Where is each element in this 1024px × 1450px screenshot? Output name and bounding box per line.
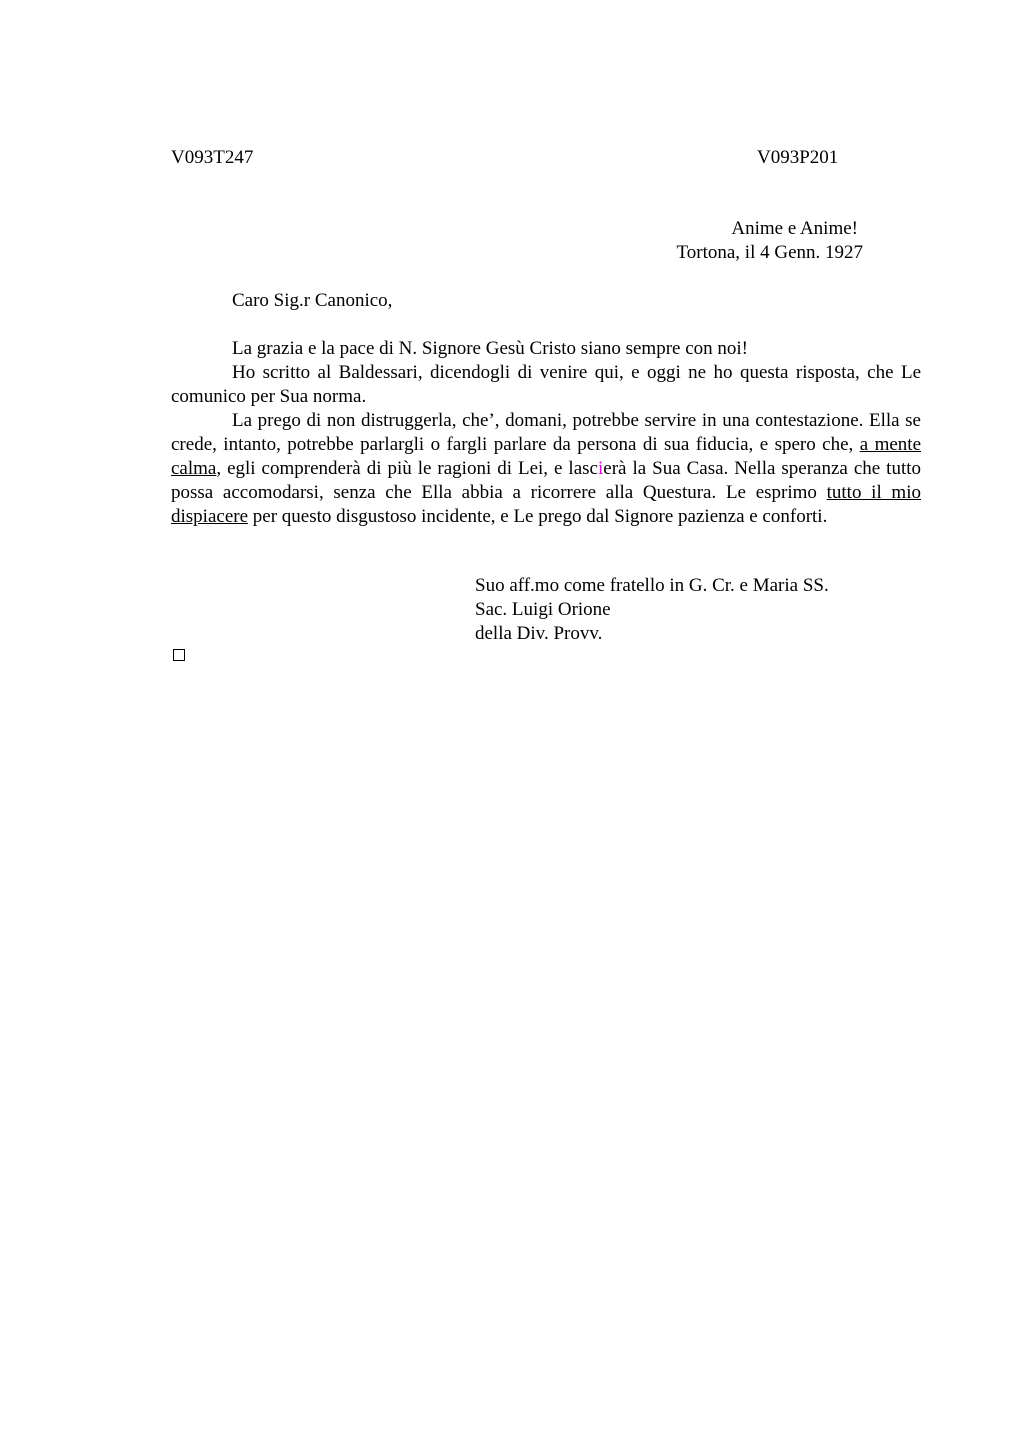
- body-paragraph-3-text: La prego di non distruggerla, che’, domani, potrebbe servire in una contestazione. Ella se crede, intanto, potrebbe parlargli o fargli parlare da persona di sua fiducia, e spero che,: [171, 410, 921, 455]
- document-code-right: V093P201: [757, 147, 839, 168]
- letter-dateline: Tortona, il 4 Genn. 1927: [676, 242, 863, 263]
- body-paragraph-3-text: per questo disgustoso incidente, e Le prego dal Signore pazienza e conforti.: [248, 506, 828, 527]
- underlined-phrase: tutto il mio dispiacere: [171, 482, 921, 527]
- body-paragraph-3-text: , egli comprenderà di più le ragioni di Lei, e lasc: [216, 458, 598, 479]
- letter-closing: [475, 574, 829, 646]
- closing-line: Suo aff.mo come fratello in G. Cr. e Maria SS.: [475, 575, 829, 596]
- checkbox-icon: [173, 649, 185, 661]
- signature-title: della Div. Provv.: [475, 623, 603, 644]
- letter-motto: Anime e Anime!: [731, 218, 858, 239]
- body-paragraph-2: Ho scritto al Baldessari, dicendogli di venire qui, e oggi ne ho questa risposta, che Le comunico per Sua norma.: [171, 362, 921, 407]
- body-paragraph-1: La grazia e la pace di N. Signore Gesù Cristo siano sempre con noi!: [232, 338, 749, 359]
- letter-salutation: Caro Sig.r Canonico,: [232, 290, 393, 311]
- highlighted-letter: i: [597, 458, 604, 479]
- letter-body: [171, 337, 921, 529]
- body-paragraph-3: [171, 409, 921, 529]
- signature-name: Sac. Luigi Orione: [475, 599, 611, 620]
- document-code-left: V093T247: [171, 147, 254, 168]
- underlined-phrase: a mente calma: [171, 434, 922, 479]
- body-paragraph-3-text: erà la Sua Casa. Nella speranza che tutto possa accomodarsi, senza che Ella abbia a ricorrere alla Questura. Le esprimo: [171, 458, 922, 503]
